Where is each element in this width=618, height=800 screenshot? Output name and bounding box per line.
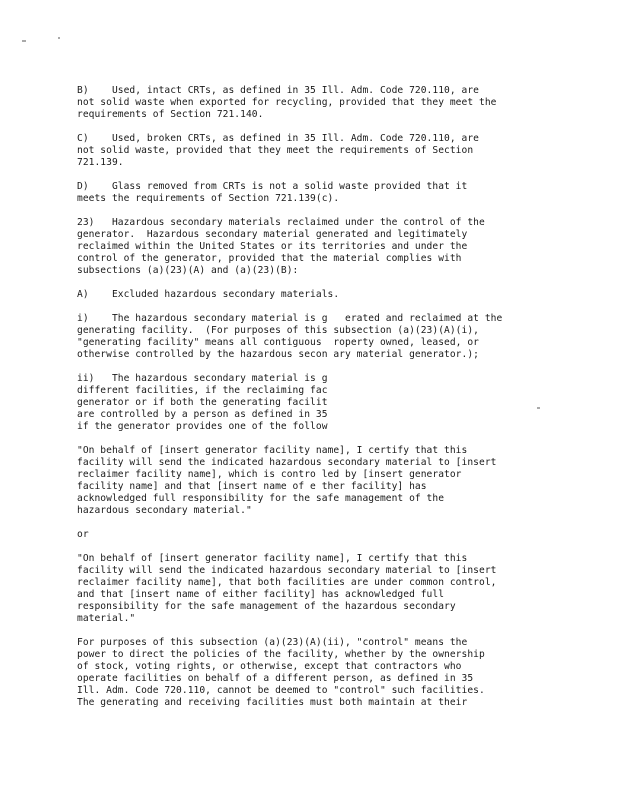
text-line: reclaimer facility name], that both facilities are under common control, — [77, 577, 497, 588]
text-line: C) Used, broken CRTs, as defined in 35 Ill. Adm. Code 720.110, are — [77, 133, 479, 144]
scan-speck — [58, 37, 60, 39]
paragraph-para-cert2 — [77, 553, 547, 625]
text-line: meets the requirements of Section 721.139(c). — [77, 193, 340, 204]
text-line: reclaimed within the United States or its territories and under the — [77, 241, 468, 252]
text-line: facility will send the indicated hazardous secondary material to [insert — [77, 565, 497, 576]
text-line: not solid waste, provided that they meet the requirements of Section — [77, 145, 474, 156]
text-line: facility name] and that [insert name of e ther facility] has — [77, 481, 427, 492]
text-line: i) The hazardous secondary material is g erated and reclaimed at the — [77, 313, 503, 324]
text-line: facility will send the indicated hazardous secondary material to [insert — [77, 457, 497, 468]
text-line: reclaimer facility name], which is contro led by [insert generator — [77, 469, 462, 480]
text-line: are controlled by a person as defined in 35 — [77, 409, 328, 420]
text-line: power to direct the policies of the facility, whether by the ownership — [77, 649, 485, 660]
scan-speck — [22, 40, 26, 42]
text-line: material." — [77, 613, 136, 624]
text-line: control of the generator, provided that the material complies with — [77, 253, 462, 264]
text-line: The generating and receiving facilities must both maintain at their — [77, 697, 468, 708]
text-line: of stock, voting rights, or otherwise, except that contractors who — [77, 661, 462, 672]
text-line: or — [77, 529, 89, 540]
text-line: and that [insert name of either facility] has acknowledged full — [77, 589, 445, 600]
text-line: A) Excluded hazardous secondary materials. — [77, 289, 340, 300]
paragraph-para-b — [77, 85, 547, 121]
text-line: "On behalf of [insert generator facility name], I certify that this — [77, 445, 468, 456]
paragraph-para-control — [77, 637, 547, 709]
text-line: B) Used, intact CRTs, as defined in 35 Ill. Adm. Code 720.110, are — [77, 85, 479, 96]
paragraph-para-c — [77, 133, 547, 169]
text-line: hazardous secondary material." — [77, 505, 252, 516]
text-line: otherwise controlled by the hazardous secon ary material generator.); — [77, 349, 479, 360]
text-line: subsections (a)(23)(A) and (a)(23)(B): — [77, 265, 299, 276]
text-line: "On behalf of [insert generator facility name], I certify that this — [77, 553, 468, 564]
document-body — [77, 85, 547, 721]
text-line: operate facilities on behalf of a different person, as defined in 35 — [77, 673, 474, 684]
paragraph-para-cert1 — [77, 445, 547, 517]
text-line: generator or if both the generating facilit — [77, 397, 328, 408]
text-line: if the generator provides one of the follow — [77, 421, 328, 432]
paragraph-para-23 — [77, 217, 547, 277]
text-line: D) Glass removed from CRTs is not a solid waste provided that it — [77, 181, 468, 192]
text-line: 721.139. — [77, 157, 124, 168]
text-line: acknowledged full responsibility for the safe management of the — [77, 493, 445, 504]
paragraph-para-ii — [77, 373, 547, 433]
text-line: requirements of Section 721.140. — [77, 109, 264, 120]
text-line: "generating facility" means all contiguous roperty owned, leased, or — [77, 337, 479, 348]
text-line: not solid waste when exported for recycling, provided that they meet the — [77, 97, 497, 108]
paragraph-para-or — [77, 529, 547, 541]
paragraph-para-d — [77, 181, 547, 205]
text-line: generator. Hazardous secondary material generated and legitimately — [77, 229, 468, 240]
paragraph-para-a — [77, 289, 547, 301]
text-line: Ill. Adm. Code 720.110, cannot be deemed to "control" such facilities. — [77, 685, 485, 696]
text-line: 23) Hazardous secondary materials reclaimed under the control of the — [77, 217, 485, 228]
paragraph-para-i — [77, 313, 547, 361]
text-line: ii) The hazardous secondary material is g — [77, 373, 328, 384]
text-line: responsibility for the safe management of the hazardous secondary — [77, 601, 456, 612]
text-line: generating facility. (For purposes of this subsection (a)(23)(A)(i), — [77, 325, 479, 336]
text-line: different facilities, if the reclaiming fac — [77, 385, 328, 396]
text-line: For purposes of this subsection (a)(23)(A)(ii), "control" means the — [77, 637, 468, 648]
